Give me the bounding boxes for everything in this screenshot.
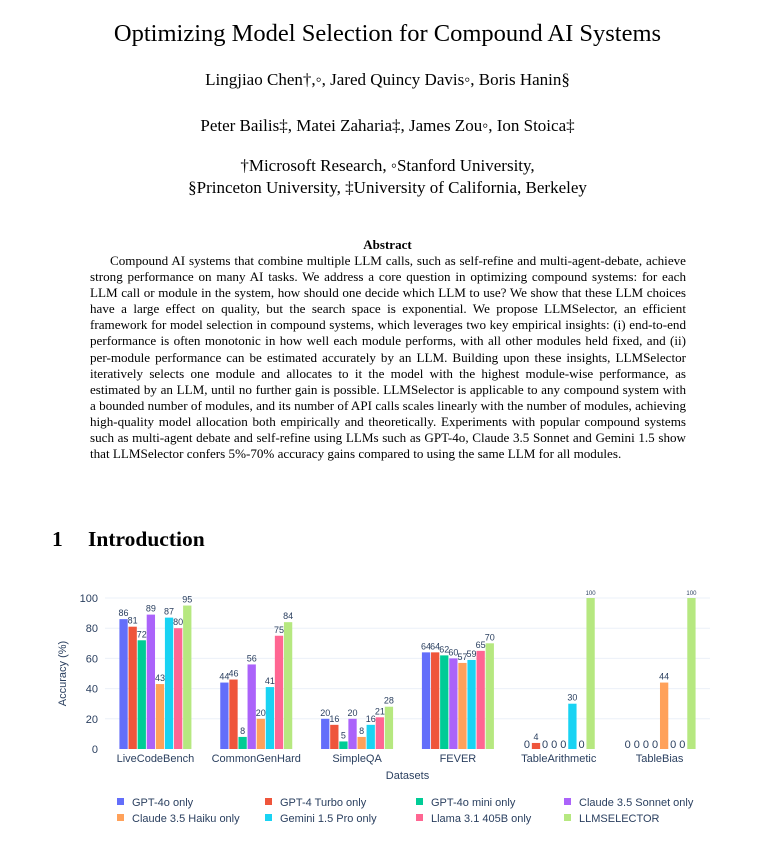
abstract-body: Compound AI systems that combine multiple LLM calls, such as self-refine and multi-agent-debate, achieve strong performance on many AI tasks. We address a core question in optimizing compound systems: for each LLM call or module in the system, how should one decide which LLM to use? We show that these LLM choices have a large effect on quality, but the search space is exponential. We propose LLMSelector, an efficient framework for model selection in compound systems, which leverages two key empirical insights: (i) end-to-end performance is often monotonic in how well each module performs, with all other modules held fixed, and (ii) per-module performance can be estimated accurately by an LLM. Building upon these insights, LLMSelector iteratively selects one module and allocates to it the model with the highest module-wise performance, as estimated by an LLM, until no further gain is possible. LLMSelector is applicable to any compound system with a bounded number of modules, and its number of API calls scales linearly with the number of modules, achieving high-quality model allocation both empirically and theoretically. Experiments with popular compound systems such as multi-agent debate and self-refine using LLMs such as GPT-4o, Claude 3.5 Sonnet and Gemini 1.5 show that LLMSelector confers 5%-70% accuracy gains compared to using the same LLM for all modules. <box>90 253 686 462</box>
bar <box>156 684 164 749</box>
data-label: 0 <box>523 739 530 751</box>
data-label: 8 <box>359 725 365 736</box>
legend-entry: GPT-4o mini only <box>431 797 516 809</box>
data-label: 0 <box>651 739 659 751</box>
data-label: 87 <box>164 606 175 617</box>
bar <box>174 628 182 749</box>
accuracy-bar-chart <box>0 580 775 843</box>
data-label: 21 <box>374 706 385 717</box>
bar <box>183 606 191 749</box>
data-label: 57 <box>457 651 468 662</box>
bar <box>238 737 246 749</box>
data-label: 4 <box>533 731 539 742</box>
data-label: 0 <box>624 739 631 751</box>
data-label: 72 <box>136 629 147 640</box>
bar <box>321 719 329 749</box>
data-label: 65 <box>475 639 486 650</box>
data-label: 100 <box>686 591 697 597</box>
legend-entry: GPT-4o only <box>132 797 194 809</box>
data-label: 0 <box>679 739 686 751</box>
legend-swatch <box>564 814 571 821</box>
x-tick-label: FEVER <box>439 753 477 765</box>
y-tick-label: 0 <box>91 744 98 756</box>
data-label: 5 <box>340 730 346 741</box>
bar <box>486 643 494 749</box>
x-tick-label: TableArithmetic <box>521 753 597 765</box>
affiliations-line-2: §Princeton University, ‡University of California, Berkeley <box>188 178 587 197</box>
bar <box>568 704 576 749</box>
y-axis-label: Accuracy (%) <box>57 640 69 707</box>
bar <box>339 741 347 749</box>
bar <box>532 743 540 749</box>
data-label: 46 <box>228 668 239 679</box>
legend-entry: Gemini 1.5 Pro only <box>280 813 377 825</box>
bar <box>431 652 439 749</box>
legend-swatch <box>265 814 272 821</box>
y-tick-label: 100 <box>79 593 98 605</box>
data-label: 64 <box>421 641 432 652</box>
bar <box>586 598 594 749</box>
data-label: 0 <box>542 739 549 751</box>
y-tick-label: 20 <box>85 713 98 726</box>
data-label: 86 <box>118 608 129 619</box>
bar <box>257 719 265 749</box>
data-label: 95 <box>182 594 193 605</box>
bar <box>367 725 375 749</box>
data-label: 20 <box>320 707 331 718</box>
y-tick-label: 80 <box>85 623 98 636</box>
data-label: 0 <box>551 739 558 751</box>
bar <box>440 655 448 749</box>
bar <box>357 737 365 749</box>
authors-line-2: Peter Bailis‡, Matei Zaharia‡, James Zou◦, Ion Stoica‡ <box>200 116 575 135</box>
legend-swatch <box>564 798 571 805</box>
bar <box>449 658 457 749</box>
bar <box>687 598 695 749</box>
bar <box>422 652 430 749</box>
x-tick-label: SimpleQA <box>332 753 382 765</box>
x-axis-label: Datasets <box>385 770 430 782</box>
bar <box>165 618 173 749</box>
data-label: 80 <box>173 617 184 628</box>
bar <box>660 683 668 749</box>
data-label: 16 <box>329 713 340 724</box>
bar <box>220 683 228 749</box>
data-label: 81 <box>127 615 138 626</box>
data-label: 20 <box>255 707 266 718</box>
data-label: 30 <box>567 692 578 703</box>
abstract-heading: Abstract <box>363 237 412 252</box>
bar <box>348 719 356 749</box>
y-tick-label: 60 <box>85 653 98 666</box>
bar <box>458 663 466 749</box>
data-label: 44 <box>659 671 670 682</box>
legend-entry: Claude 3.5 Haiku only <box>132 813 240 825</box>
data-label: 70 <box>484 632 495 643</box>
paper-title: Optimizing Model Selection for Compound AI Systems <box>113 20 662 47</box>
legend-swatch <box>416 798 423 805</box>
bar <box>284 622 292 749</box>
data-label: 41 <box>264 676 275 687</box>
legend-swatch <box>117 798 124 805</box>
bar <box>275 636 283 749</box>
data-label: 28 <box>383 695 394 706</box>
data-label: 100 <box>585 591 596 597</box>
legend-swatch <box>416 814 423 821</box>
data-label: 62 <box>439 644 450 655</box>
data-label: 89 <box>145 603 156 614</box>
data-label: 0 <box>670 739 677 751</box>
bar <box>138 640 146 749</box>
bar <box>248 664 256 749</box>
data-label: 59 <box>466 648 477 659</box>
authors-line-1: Lingjiao Chen†,◦, Jared Quincy Davis◦, Boris Hanin§ <box>205 70 570 89</box>
data-label: 0 <box>560 739 567 751</box>
legend-entry: Llama 3.1 405B only <box>431 813 532 825</box>
y-tick-label: 40 <box>85 683 98 696</box>
x-tick-label: CommonGenHard <box>211 753 301 765</box>
data-label: 43 <box>154 673 165 684</box>
bar <box>385 707 393 749</box>
bar <box>376 717 384 749</box>
affiliations-line-1: †Microsoft Research, ◦Stanford University, <box>240 156 535 175</box>
legend-swatch <box>117 814 124 821</box>
bar <box>229 680 237 749</box>
data-label: 16 <box>365 713 376 724</box>
x-tick-label: TableBias <box>635 753 684 765</box>
section-heading <box>52 527 205 552</box>
bar <box>129 627 137 749</box>
bar <box>266 687 274 749</box>
bar <box>330 725 338 749</box>
legend-swatch <box>265 798 272 805</box>
data-label: 44 <box>219 671 230 682</box>
bar <box>467 660 475 749</box>
data-label: 64 <box>430 641 441 652</box>
data-label: 75 <box>273 624 285 635</box>
bar <box>119 619 127 749</box>
data-label: 8 <box>240 725 246 736</box>
data-label: 0 <box>633 739 640 751</box>
section-number: 1 <box>52 527 63 551</box>
legend-entry: LLMSELECTOR <box>579 813 660 825</box>
section-title: Introduction <box>88 527 205 551</box>
data-label: 0 <box>642 739 649 751</box>
data-label: 84 <box>283 611 294 622</box>
x-tick-label: LiveCodeBench <box>116 753 195 765</box>
bar <box>477 651 485 749</box>
bar <box>147 615 155 749</box>
data-label: 20 <box>347 707 358 718</box>
legend-entry: GPT-4 Turbo only <box>280 797 367 809</box>
data-label: 0 <box>578 739 585 751</box>
data-label: 60 <box>448 647 459 658</box>
legend-entry: Claude 3.5 Sonnet only <box>579 797 694 809</box>
data-label: 56 <box>246 653 257 664</box>
